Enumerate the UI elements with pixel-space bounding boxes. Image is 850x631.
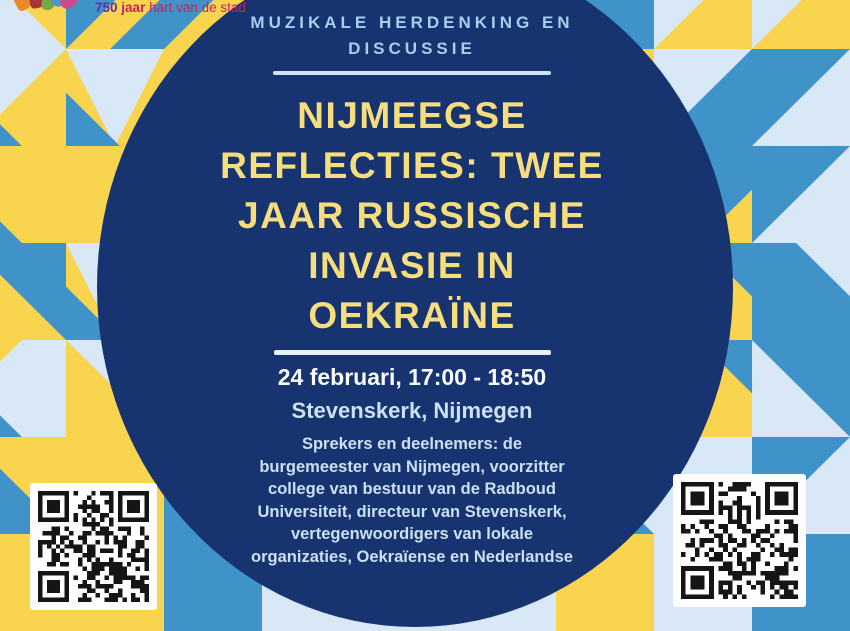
kicker-line: MUZIKALE HERDENKING EN — [250, 13, 574, 32]
pattern-triangle — [752, 146, 850, 243]
pattern-triangle — [0, 146, 66, 243]
qr-code-right — [673, 474, 806, 607]
pattern-triangle — [0, 243, 66, 340]
pattern-cell — [752, 340, 850, 437]
pattern-triangle — [752, 340, 850, 437]
pattern-cell — [0, 243, 66, 340]
logo-jaar: jaar — [121, 0, 146, 15]
pattern-triangle — [0, 49, 66, 146]
speakers-line: organizaties, Oekraïense en Nederlandse — [251, 547, 573, 566]
nijmegen-750-logo — [0, 0, 260, 20]
speakers-line: burgemeester van Nijmegen, voorzitter — [259, 457, 565, 476]
pattern-cell — [0, 146, 66, 243]
pattern-triangle — [752, 49, 850, 146]
speakers-line: vertegenwoordigers van lokale — [290, 525, 534, 544]
speakers-line: Sprekers en deelnemers: de — [301, 435, 523, 453]
logo-text — [95, 0, 246, 15]
pattern-cell — [0, 49, 66, 146]
speakers-line: college van bestuur van de Radboud — [268, 480, 556, 499]
event-location: Stevenskerk, Nijmegen — [291, 398, 533, 423]
speakers-line: Universiteit, directeur van Stevenskerk, — [257, 502, 567, 521]
pattern-cell — [752, 146, 850, 243]
title-line: JAAR RUSSISCHE — [238, 195, 586, 236]
speakers-paragraph — [197, 433, 627, 569]
kicker-line: DISCUSSIE — [348, 39, 476, 58]
pattern-triangle — [752, 243, 850, 340]
event-title — [197, 91, 627, 341]
title-line: INVASIE IN — [308, 245, 516, 286]
pattern-cell — [752, 243, 850, 340]
pattern-cell — [0, 340, 66, 437]
title-divider — [274, 350, 551, 355]
logo-tagline: hart van de stad — [149, 0, 246, 15]
pattern-triangle — [654, 0, 752, 49]
title-line: NIJMEEGSE — [297, 95, 527, 136]
header-divider — [273, 71, 551, 75]
event-datetime: 24 februari, 17:00 - 18:50 — [277, 364, 547, 390]
pattern-triangle — [752, 0, 850, 49]
qr-code-left — [30, 483, 157, 610]
pattern-cell — [752, 0, 850, 49]
title-line: OEKRAÏNE — [308, 295, 516, 336]
pattern-cell — [752, 49, 850, 146]
pattern-triangle — [0, 340, 66, 437]
poster-content — [197, 0, 627, 569]
title-line: REFLECTIES: TWEE — [220, 145, 604, 186]
logo-petal-icon — [58, 0, 81, 12]
logo-number: 750 — [95, 0, 118, 15]
pattern-triangle — [0, 340, 66, 437]
event-kicker — [197, 0, 627, 62]
pattern-cell — [654, 0, 752, 49]
